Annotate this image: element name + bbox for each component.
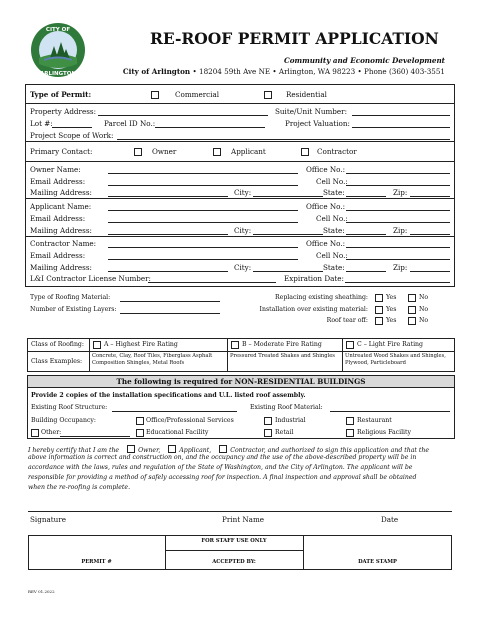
date-stamp-label: DATE STAMP bbox=[358, 559, 397, 565]
owner-city-label: City: bbox=[234, 188, 252, 197]
page-title: RE-ROOF PERMIT APPLICATION bbox=[150, 29, 439, 48]
installation-over-label: Installation over existing material: bbox=[259, 306, 368, 313]
expiration-label: Expiration Date: bbox=[284, 274, 344, 283]
owner-mailing-label: Mailing Address: bbox=[30, 188, 92, 197]
dept-name: Community and Economic Development bbox=[283, 56, 445, 65]
contractor-zip-label: Zip: bbox=[393, 263, 408, 272]
applicant-mailing-label: Mailing Address: bbox=[30, 226, 92, 235]
replacing-sheathing-label: Replacing existing sheathing: bbox=[275, 294, 368, 301]
contact-owner-label: Owner bbox=[152, 147, 177, 156]
applicant-email-field[interactable] bbox=[108, 222, 298, 223]
contractor-zip-field[interactable] bbox=[410, 271, 450, 272]
other-field[interactable] bbox=[60, 436, 130, 437]
contractor-name-label: Contractor Name: bbox=[30, 239, 97, 248]
suite-field[interactable] bbox=[352, 115, 450, 116]
lot-field[interactable] bbox=[52, 127, 92, 128]
owner-email-field[interactable] bbox=[108, 185, 298, 186]
contractor-state-label: State: bbox=[323, 263, 345, 272]
owner-name-field[interactable] bbox=[108, 173, 298, 174]
roofing-material-label: Type of Roofing Material: bbox=[30, 294, 111, 301]
class-b-examples: Pressured Treated Shakes and Shingles bbox=[230, 353, 335, 359]
certify-line1: I hereby certify that I am the Owner, Applicant, Contractor, and authorized to sign this application and that the bbox=[28, 447, 429, 454]
industrial-checkbox[interactable] bbox=[264, 417, 272, 425]
owner-city-field[interactable] bbox=[253, 196, 323, 197]
replacing-no-checkbox[interactable] bbox=[408, 294, 416, 302]
installation-yes-label: Yes bbox=[386, 306, 397, 313]
tearoff-yes-checkbox[interactable] bbox=[375, 317, 383, 325]
certify-line5: when the re-roofing is complete. bbox=[28, 484, 131, 491]
license-label: L&I Contractor License Number: bbox=[30, 274, 151, 283]
svg-text:CITY OF: CITY OF bbox=[45, 27, 71, 33]
applicant-name-label: Applicant Name: bbox=[30, 202, 92, 211]
property-address-field[interactable] bbox=[98, 115, 268, 116]
owner-office-label: Office No.: bbox=[306, 165, 346, 174]
applicant-cell-field[interactable] bbox=[346, 222, 450, 223]
tear-off-label: Roof tear off: bbox=[326, 317, 368, 324]
industrial-label: Industrial bbox=[275, 417, 306, 424]
owner-cell-field[interactable] bbox=[346, 185, 450, 186]
educational-label: Educational Facility bbox=[146, 429, 209, 436]
applicant-email-label: Email Address: bbox=[30, 214, 86, 223]
date-label: Date bbox=[381, 515, 399, 524]
retail-checkbox[interactable] bbox=[264, 429, 272, 437]
office-label: Office/Professional Services bbox=[146, 417, 234, 424]
installation-no-label: No bbox=[419, 306, 429, 313]
contractor-state-field[interactable] bbox=[346, 271, 386, 272]
expiration-field[interactable] bbox=[345, 282, 450, 283]
class-roofing-label: Class of Roofing: bbox=[31, 341, 84, 348]
installation-no-checkbox[interactable] bbox=[408, 306, 416, 314]
contractor-cell-field[interactable] bbox=[346, 259, 450, 260]
suite-label: Suite/Unit Number: bbox=[275, 107, 348, 116]
residential-checkbox[interactable] bbox=[264, 91, 272, 99]
commercial-checkbox[interactable] bbox=[151, 91, 159, 99]
building-occupancy-label: Building Occupancy: bbox=[31, 417, 97, 424]
applicant-zip-label: Zip: bbox=[393, 226, 408, 235]
religious-checkbox[interactable] bbox=[346, 429, 354, 437]
provide-copies-text: Provide 2 copies of the installation specifications and U.L. listed roof assembly. bbox=[31, 392, 306, 399]
staff-use-heading: FOR STAFF USE ONLY bbox=[201, 538, 267, 544]
residential-label: Residential bbox=[286, 90, 327, 99]
contractor-mailing-label: Mailing Address: bbox=[30, 263, 92, 272]
owner-cell-label: Cell No.: bbox=[316, 177, 348, 186]
contractor-name-field[interactable] bbox=[108, 247, 298, 248]
class-a-checkbox[interactable] bbox=[93, 341, 101, 349]
certify-line3: accordance with the laws, rules and regulation of the State of Washington, and the City of Arlington. The applicant will be bbox=[28, 464, 413, 471]
class-c-label: C – Light Fire Rating bbox=[357, 341, 424, 348]
existing-layers-field[interactable] bbox=[120, 313, 220, 314]
owner-name-label: Owner Name: bbox=[30, 165, 81, 174]
permit-number-label: PERMIT # bbox=[81, 559, 112, 565]
tearoff-no-checkbox[interactable] bbox=[408, 317, 416, 325]
applicant-office-field[interactable] bbox=[346, 210, 450, 211]
permit-type-label: Type of Permit: bbox=[30, 90, 92, 99]
contact-owner-checkbox[interactable] bbox=[134, 148, 142, 156]
svg-text:ARLINGTON: ARLINGTON bbox=[39, 71, 77, 77]
signature-line[interactable] bbox=[28, 511, 452, 512]
certify-owner-checkbox[interactable] bbox=[127, 445, 135, 453]
city-address: City of Arlington • 18204 59th Ave NE • Arlington, WA 98223 • Phone (360) 403-3551 bbox=[122, 67, 445, 76]
tearoff-yes-label: Yes bbox=[386, 317, 397, 324]
print-name-label: Print Name bbox=[222, 515, 265, 524]
contractor-office-label: Office No.: bbox=[306, 239, 346, 248]
replacing-yes-checkbox[interactable] bbox=[375, 294, 383, 302]
scope-field[interactable] bbox=[117, 139, 450, 140]
contractor-city-label: City: bbox=[234, 263, 252, 272]
existing-material-label: Existing Roof Material: bbox=[250, 404, 323, 411]
certify-contractor-checkbox[interactable] bbox=[219, 445, 227, 453]
commercial-label: Commercial bbox=[175, 90, 220, 99]
valuation-label: Project Valuation: bbox=[285, 119, 350, 128]
contact-contractor-checkbox[interactable] bbox=[301, 148, 309, 156]
existing-structure-field[interactable] bbox=[112, 411, 237, 412]
applicant-city-field[interactable] bbox=[253, 234, 323, 235]
class-examples-label: Class Examples: bbox=[31, 358, 83, 365]
contractor-office-field[interactable] bbox=[346, 247, 450, 248]
applicant-cell-label: Cell No.: bbox=[316, 214, 348, 223]
non-residential-heading: The following is required for NON-RESIDENTIAL BUILDINGS bbox=[116, 377, 366, 386]
city-seal bbox=[30, 22, 86, 78]
tearoff-no-label: No bbox=[419, 317, 429, 324]
owner-office-field[interactable] bbox=[346, 173, 450, 174]
owner-zip-field[interactable] bbox=[410, 196, 450, 197]
primary-contact-label: Primary Contact: bbox=[30, 147, 93, 156]
applicant-zip-field[interactable] bbox=[410, 234, 450, 235]
retail-label: Retail bbox=[275, 429, 294, 436]
lot-label: Lot #: bbox=[30, 119, 53, 128]
owner-state-label: State: bbox=[323, 188, 345, 197]
applicant-city-label: City: bbox=[234, 226, 252, 235]
existing-structure-label: Existing Roof Structure: bbox=[31, 404, 108, 411]
class-a-examples: Concrete, Clay, Roof Tiles, Fiberglass Asphalt Composition Shingles, Metal Roofs bbox=[92, 353, 213, 366]
class-c-checkbox[interactable] bbox=[346, 341, 354, 349]
educational-checkbox[interactable] bbox=[136, 429, 144, 437]
other-label: Other: bbox=[41, 429, 62, 436]
class-c-examples: Untreated Wood Shakes and Shingles, Plywood, Particleboard bbox=[345, 353, 446, 366]
contractor-email-field[interactable] bbox=[108, 259, 298, 260]
roofing-material-field[interactable] bbox=[120, 301, 220, 302]
existing-layers-label: Number of Existing Layers: bbox=[30, 306, 117, 313]
accepted-by-label: ACCEPTED BY: bbox=[212, 559, 256, 565]
installation-yes-checkbox[interactable] bbox=[375, 306, 383, 314]
other-checkbox[interactable] bbox=[31, 429, 39, 437]
parcel-field[interactable] bbox=[155, 127, 265, 128]
contractor-cell-label: Cell No.: bbox=[316, 251, 348, 260]
replacing-no-label: No bbox=[419, 294, 429, 301]
office-checkbox[interactable] bbox=[136, 417, 144, 425]
owner-state-field[interactable] bbox=[346, 196, 386, 197]
certify-applicant-checkbox[interactable] bbox=[168, 445, 176, 453]
contact-applicant-label: Applicant bbox=[231, 147, 266, 156]
restaurant-checkbox[interactable] bbox=[346, 417, 354, 425]
class-b-label: B – Moderate Fire Rating bbox=[242, 341, 322, 348]
applicant-mailing-field[interactable] bbox=[108, 234, 228, 235]
existing-material-field[interactable] bbox=[330, 411, 450, 412]
applicant-office-label: Office No.: bbox=[306, 202, 346, 211]
valuation-field[interactable] bbox=[352, 127, 450, 128]
scope-label: Project Scope of Work: bbox=[30, 131, 114, 140]
restaurant-label: Restaurant bbox=[357, 417, 392, 424]
contractor-city-field[interactable] bbox=[253, 271, 323, 272]
contact-contractor-label: Contractor bbox=[317, 147, 357, 156]
owner-zip-label: Zip: bbox=[393, 188, 408, 197]
signature-label: Signature bbox=[30, 515, 66, 524]
class-a-label: A – Highest Fire Rating bbox=[104, 341, 178, 348]
revision-code: REV 01.2022 bbox=[28, 589, 55, 594]
applicant-state-field[interactable] bbox=[346, 234, 386, 235]
applicant-name-field[interactable] bbox=[108, 210, 298, 211]
property-address-label: Property Address: bbox=[30, 107, 97, 116]
license-field[interactable] bbox=[148, 282, 276, 283]
certify-line4: responsible for providing a method of safely accessing roof for inspection. A final inspection and approval shall be obtained bbox=[28, 474, 417, 481]
parcel-label: Parcel ID No.: bbox=[104, 119, 156, 128]
applicant-state-label: State: bbox=[323, 226, 345, 235]
contractor-email-label: Email Address: bbox=[30, 251, 86, 260]
owner-email-label: Email Address: bbox=[30, 177, 86, 186]
class-b-checkbox[interactable] bbox=[231, 341, 239, 349]
religious-label: Religious Facility bbox=[357, 429, 412, 436]
contact-applicant-checkbox[interactable] bbox=[213, 148, 221, 156]
owner-mailing-field[interactable] bbox=[108, 196, 228, 197]
certify-line2: above information is correct and construction on, and the occupancy and the use of the above-described property will be in bbox=[28, 454, 417, 461]
contractor-mailing-field[interactable] bbox=[108, 271, 228, 272]
replacing-yes-label: Yes bbox=[386, 294, 397, 301]
